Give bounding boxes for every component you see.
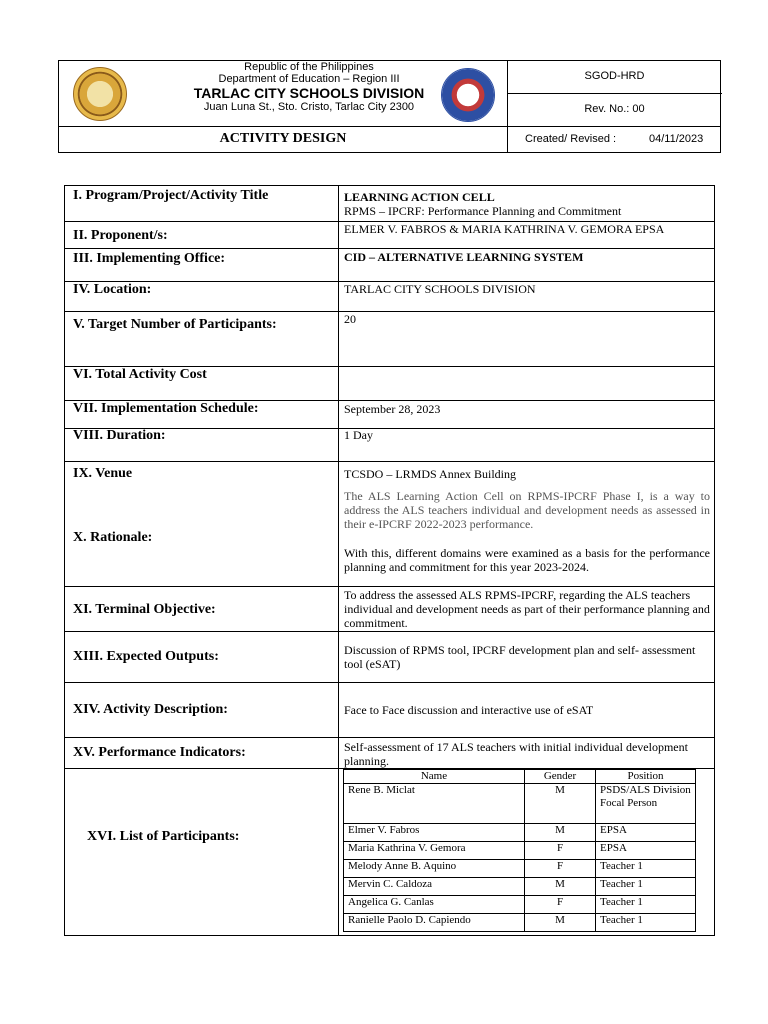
participant-gender: F xyxy=(525,860,596,878)
participant-name: Rene B. Miclat xyxy=(344,784,525,824)
created-label: Created/ Revised : xyxy=(525,133,617,145)
indicators-value: Self-assessment of 17 ALS teachers with initial individual development planning. xyxy=(344,740,688,768)
participant-name: Melody Anne B. Aquino xyxy=(344,860,525,878)
participant-gender: M xyxy=(525,914,596,932)
venue-value: TCSDO – LRMDS Annex Building xyxy=(344,467,517,481)
document-code: SGOD-HRD xyxy=(584,70,645,82)
row-divider xyxy=(65,461,714,462)
schedule-value: September 28, 2023 xyxy=(344,402,441,416)
participant-name: Elmer V. Fabros xyxy=(344,824,525,842)
header-address: Juan Luna St., Sto. Cristo, Tarlac City 2300 xyxy=(203,101,415,113)
column-header: Gender xyxy=(525,770,596,784)
location-value: TARLAC CITY SCHOOLS DIVISION xyxy=(344,282,536,296)
title-value-line2: RPMS – IPCRF: Performance Planning and Commitment xyxy=(344,204,622,218)
participant-position: EPSA xyxy=(596,824,696,842)
participants-table xyxy=(343,769,696,932)
participant-gender: F xyxy=(525,896,596,914)
header-department: Department of Education – Region III xyxy=(218,73,400,85)
participant-row xyxy=(344,896,696,914)
participant-position: Teacher 1 xyxy=(596,914,696,932)
participant-position: Teacher 1 xyxy=(596,860,696,878)
header-division: TARLAC CITY SCHOOLS DIVISION xyxy=(193,85,425,101)
participant-gender: M xyxy=(525,878,596,896)
participant-position: EPSA xyxy=(596,842,696,860)
description-label: XIV. Activity Description: xyxy=(73,702,228,717)
activity-design-table xyxy=(64,185,715,936)
participant-position: Teacher 1 xyxy=(596,878,696,896)
participant-row xyxy=(344,784,696,824)
header-divider xyxy=(507,93,722,94)
participants-header-row xyxy=(344,770,696,784)
document-header xyxy=(58,60,721,153)
office-label: III. Implementing Office: xyxy=(73,251,226,266)
rationale-paragraph-2: With this, different domains were examined as a basis for the performance planning and commitment for this year 2023-2024. xyxy=(344,546,710,574)
participant-row xyxy=(344,878,696,896)
duration-value: 1 Day xyxy=(344,428,373,442)
participant-gender: M xyxy=(525,784,596,824)
column-divider xyxy=(338,186,339,935)
duration-label: VIII. Duration: xyxy=(73,428,166,443)
outputs-label: XIII. Expected Outputs: xyxy=(73,649,219,664)
row-divider xyxy=(65,737,714,738)
title-label: I. Program/Project/Activity Title xyxy=(73,188,269,203)
row-divider xyxy=(65,586,714,587)
document-title: ACTIVITY DESIGN xyxy=(219,131,347,146)
division-seal-logo xyxy=(73,67,127,121)
row-divider xyxy=(65,248,714,249)
participant-position: Teacher 1 xyxy=(596,896,696,914)
header-divider xyxy=(59,126,720,127)
participant-row xyxy=(344,860,696,878)
header-republic: Republic of the Philippines xyxy=(244,61,374,73)
target-value: 20 xyxy=(344,312,356,326)
rationale-paragraph-1: The ALS Learning Action Cell on RPMS-IPCRF Phase I, is a way to address the ALS teachers individual and development needs as assessed in their e-IPCRF 2022-2023 performance. xyxy=(344,489,710,531)
created-date: 04/11/2023 xyxy=(649,133,704,145)
participant-name: Ranielle Paolo D. Capiendo xyxy=(344,914,525,932)
row-divider xyxy=(65,631,714,632)
participant-row xyxy=(344,842,696,860)
location-label: IV. Location: xyxy=(73,282,152,297)
revision-number: Rev. No.: 00 xyxy=(584,103,645,115)
cost-label: VI. Total Activity Cost xyxy=(73,367,207,382)
participant-gender: M xyxy=(525,824,596,842)
participants-label: XVI. List of Participants: xyxy=(87,829,240,844)
participant-gender: F xyxy=(525,842,596,860)
row-divider xyxy=(65,682,714,683)
objective-label: XI. Terminal Objective: xyxy=(73,602,216,617)
proponent-label: II. Proponent/s: xyxy=(73,228,168,243)
venue-label: IX. Venue xyxy=(73,466,133,481)
schedule-label: VII. Implementation Schedule: xyxy=(73,401,259,416)
target-label: V. Target Number of Participants: xyxy=(73,317,277,332)
participant-position: PSDS/ALS Division Focal Person xyxy=(596,784,696,824)
title-value-line1: LEARNING ACTION CELL xyxy=(344,190,495,204)
participant-name: Mervin C. Caldoza xyxy=(344,878,525,896)
office-value: CID – ALTERNATIVE LEARNING SYSTEM xyxy=(344,250,584,264)
column-header: Name xyxy=(344,770,525,784)
rationale-label: X. Rationale: xyxy=(73,530,153,545)
description-value: Face to Face discussion and interactive use of eSAT xyxy=(344,703,594,717)
participant-name: Maria Kathrina V. Gemora xyxy=(344,842,525,860)
outputs-value: Discussion of RPMS tool, IPCRF development plan and self- assessment tool (eSAT) xyxy=(344,643,696,671)
proponent-value: ELMER V. FABROS & MARIA KATHRINA V. GEMORA EPSA xyxy=(344,222,665,236)
objective-value: To address the assessed ALS RPMS-IPCRF, regarding the ALS teachers individual and development needs as part of their performance planning and commitment. xyxy=(344,588,710,630)
indicators-label: XV. Performance Indicators: xyxy=(73,745,246,760)
participant-row xyxy=(344,914,696,932)
participant-row xyxy=(344,824,696,842)
column-header: Position xyxy=(596,770,696,784)
participant-name: Angelica G. Canlas xyxy=(344,896,525,914)
